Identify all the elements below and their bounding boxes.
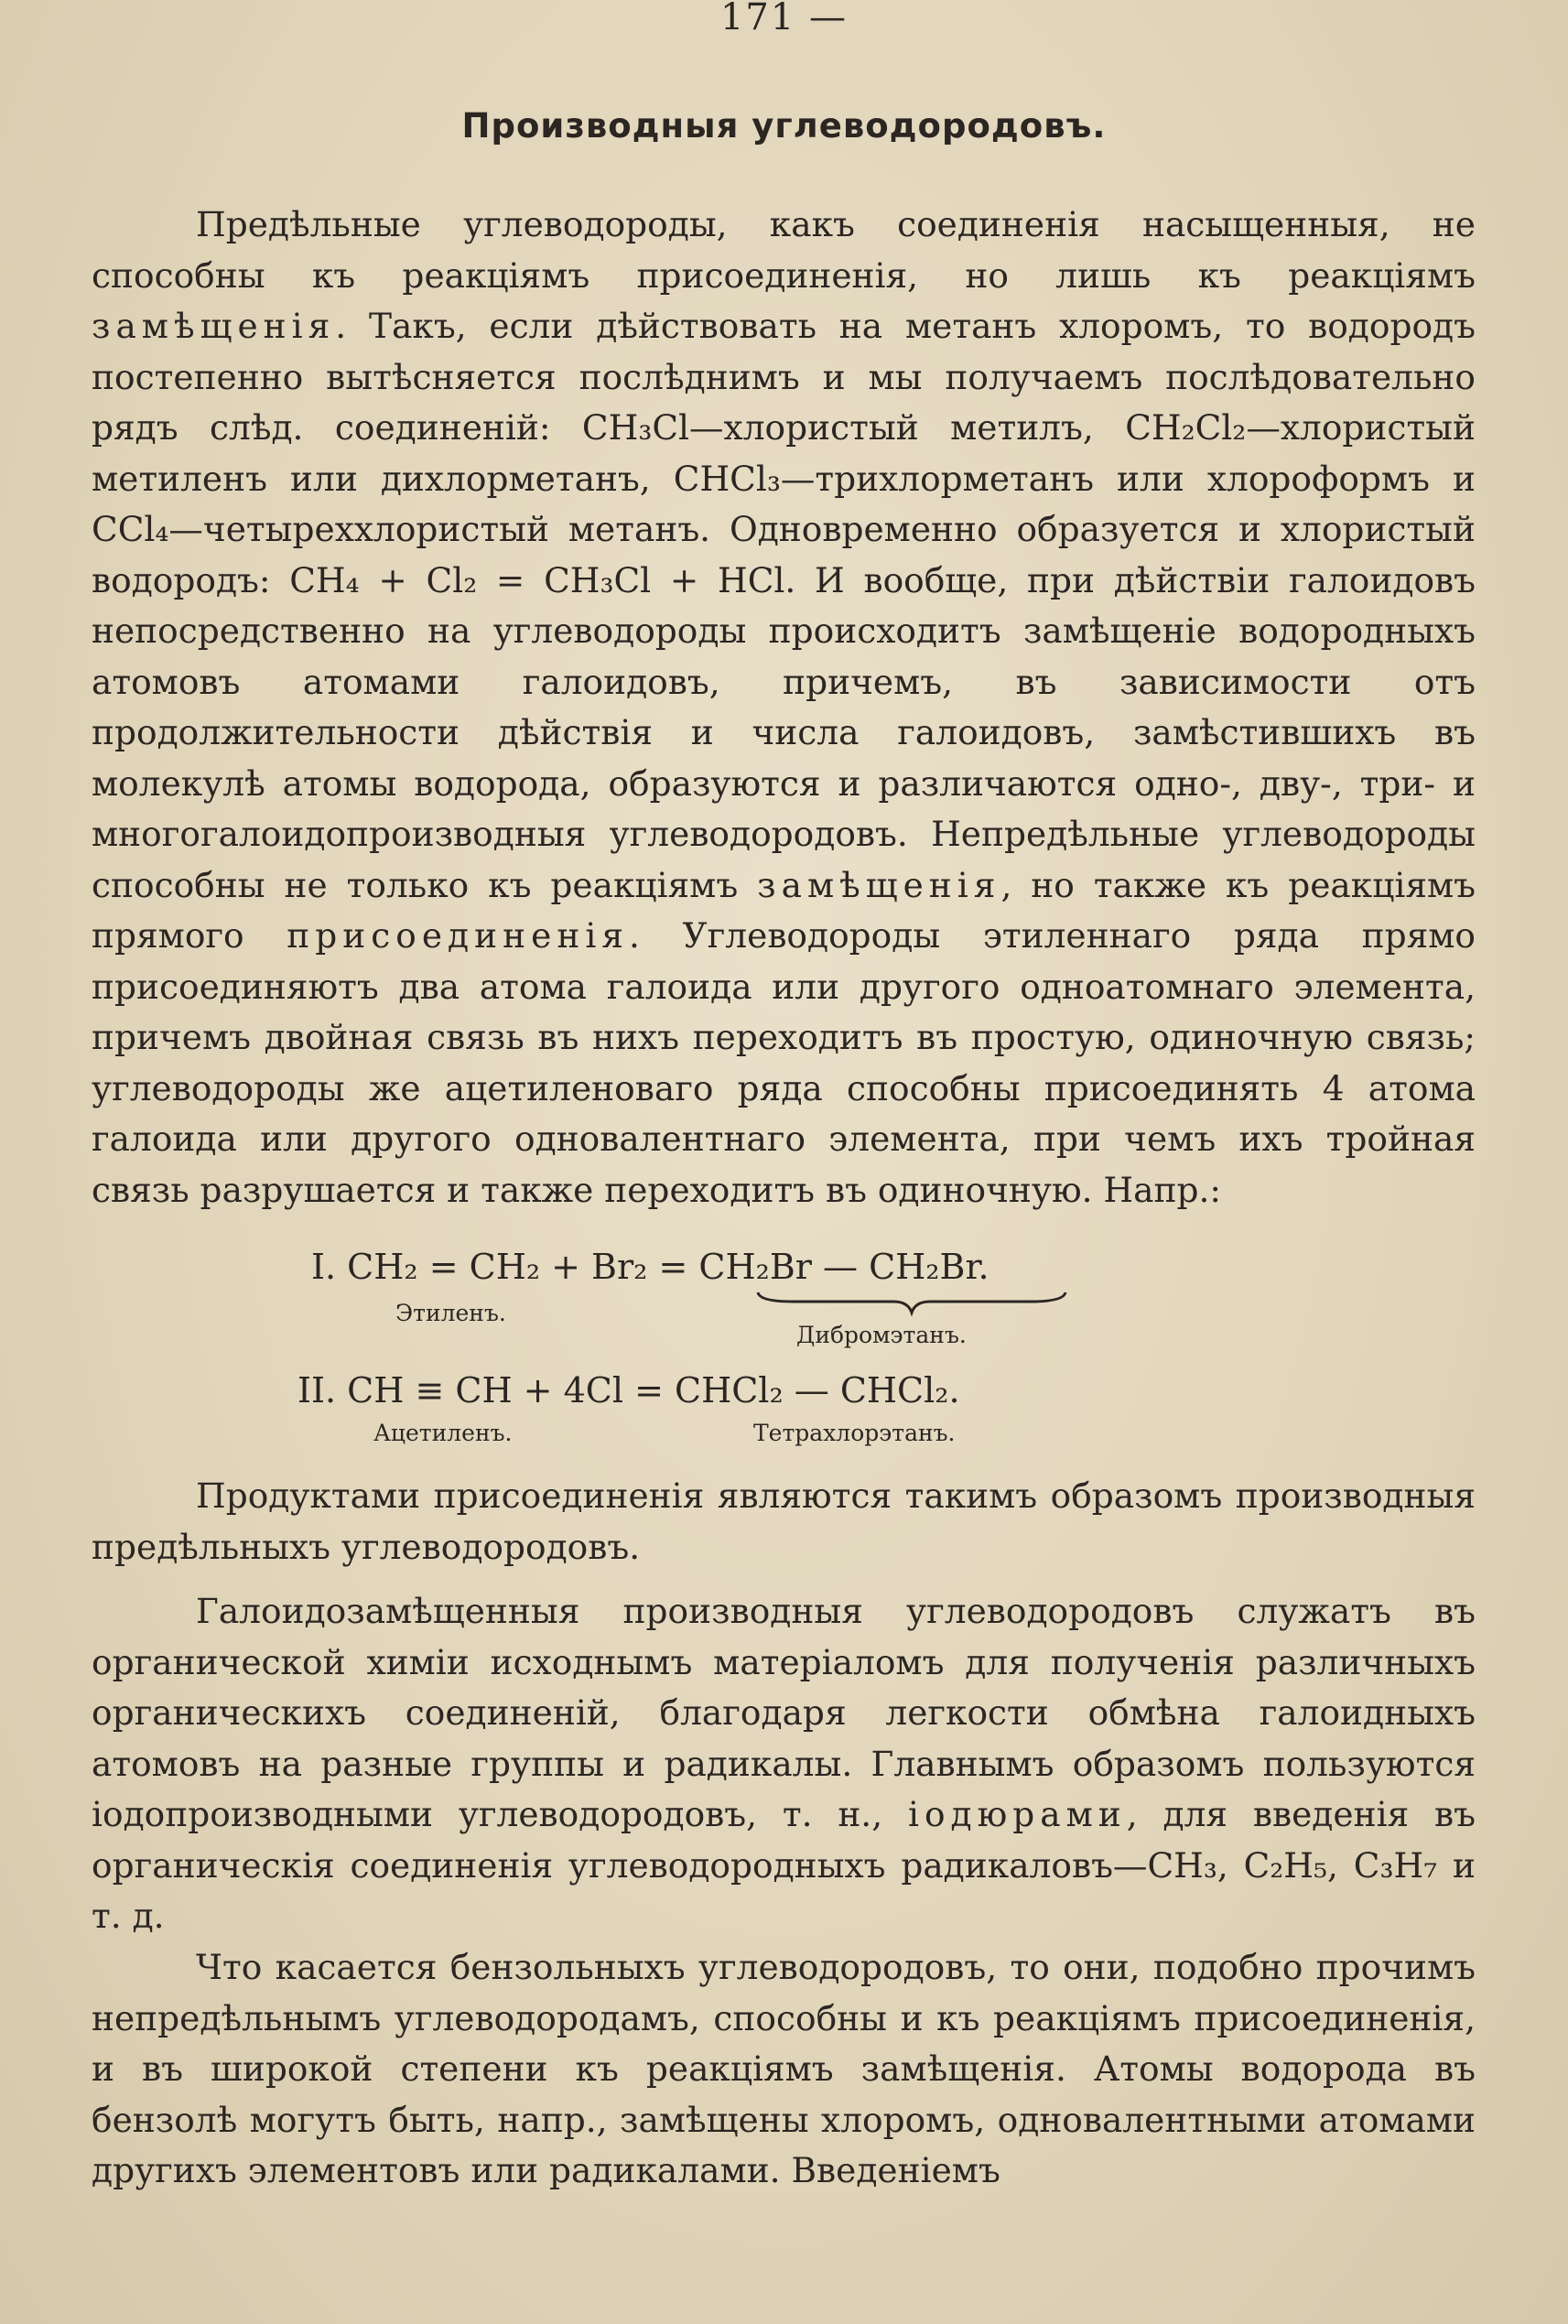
text-run: и т. д.	[92, 1844, 1476, 1936]
underbrace	[756, 1289, 1067, 1316]
spaced-term: присоединенія	[287, 915, 629, 956]
paragraph-text: Продуктами присоединенія являются такимъ образомъ производныя предѣльныхъ углеводородовъ.	[92, 1475, 1476, 1567]
paragraph-3	[92, 1586, 1476, 1942]
label-acetylene: Ацетиленъ.	[373, 1420, 513, 1446]
paragraph-4	[92, 1942, 1476, 2197]
paragraph-2	[92, 1471, 1476, 1573]
text-run: . Углеводороды этиленнаго ряда прямо присоединяютъ два атома галоида или другого одноатомнаго элемента, причемъ двойная связь въ нихъ переходитъ въ простую, одиночную связь; углеводороды же ацетиленоваго ряда способны присоединять 4 атома галоида или другого одновалентнаго элемента, при чемъ ихъ тройная связь разрушается и также переходитъ въ одиночную. Напр.:	[92, 915, 1476, 1210]
label-tetrachloroethane: Тетрахлорэтанъ.	[753, 1420, 956, 1446]
section-title: Производныя углеводородовъ.	[461, 106, 1107, 146]
text-run: —хлористый метилъ,	[689, 407, 1126, 448]
paragraph-text: Что касается бензольныхъ углеводородовъ, то они, подобно прочимъ непредѣльнымъ углеводородамъ, способны и къ реакціямъ присоединенія, и въ широкой степени къ реакціямъ замѣщенія. Атомы водорода въ бензолѣ могутъ быть, напр., замѣщены хлоромъ, одновалентными атомами другихъ элементовъ или радикалами. Введеніемъ	[92, 1947, 1476, 2190]
text-run: . Такъ, если дѣйствовать на метанъ хлоромъ, то водородъ постепенно вытѣсняется послѣднимъ и мы получаемъ послѣдовательно рядъ слѣд. соединеній:	[92, 306, 1476, 448]
spaced-term: іодюрами	[907, 1794, 1127, 1834]
text-run: . И вообще, при дѣйствіи галоидовъ непосредственно на углеводороды происходитъ замѣщеніе водородныхъ атомовъ атомами галоидовъ, причемъ, въ зависимости отъ продолжительности дѣйствія и числа галоидовъ, замѣстившихъ въ молекулѣ атомы водорода, образуются и различаются одно-, дву-, три- и многогалоидопроизводныя углеводородовъ. Непредѣльные углеводороды способны не только къ реакціямъ	[92, 559, 1476, 905]
text-run: —трихлорметанъ или хлороформъ и	[780, 458, 1476, 499]
page-number: 171 —	[719, 0, 849, 38]
text-run: —хлористый метиленъ или дихлорметанъ,	[92, 407, 1476, 499]
spaced-term: замѣщенія	[757, 864, 1001, 905]
text-run: —четыреххлористый метанъ. Одновременно образуется и хлористый водородъ:	[92, 509, 1476, 600]
formula: CCl₄	[92, 509, 169, 549]
formula: CH₂Cl₂	[1125, 407, 1247, 448]
text-run: Предѣльные углеводороды, какъ соединенія насыщенныя, не способны къ реакціямъ присоединенія, но лишь къ реакціямъ	[92, 204, 1476, 296]
text-run: Галоидозамѣщенныя производныя углеводородовъ служатъ въ органической химіи исходнымъ матеріаломъ для полученія различныхъ органическихъ соединеній, благодаря легкости обмѣна галоидныхъ атомовъ на разные группы и радикалы. Главнымъ образомъ пользуются іодопроизводными углеводородовъ, т. н.,	[92, 1591, 1476, 1834]
formula: CHCl₃	[673, 458, 781, 499]
paragraph-1	[92, 200, 1476, 1216]
equation-2: II. CH ≡ CH + 4Cl = CHCl₂ — CHCl₂.	[297, 1370, 960, 1411]
formula: CH₃, C₂H₅, C₃H₇	[1147, 1844, 1438, 1886]
spaced-term: замѣщенія	[92, 306, 336, 346]
text-run: , но также къ реакціямъ прямого	[92, 864, 1476, 956]
formula: CH₄ + Cl₂ = CH₃Cl + HCl	[289, 559, 785, 600]
equation-1: I. CH₂ = CH₂ + Br₂ = CH₂Br — CH₂Br.	[311, 1247, 989, 1287]
label-dibromoethane: Дибромэтанъ.	[796, 1322, 967, 1348]
text-run: , для введенія въ органическія соединенія углеводородныхъ радикаловъ—	[92, 1794, 1476, 1886]
label-ethylene: Этиленъ.	[395, 1300, 506, 1326]
formula: CH₃Cl	[581, 407, 690, 448]
